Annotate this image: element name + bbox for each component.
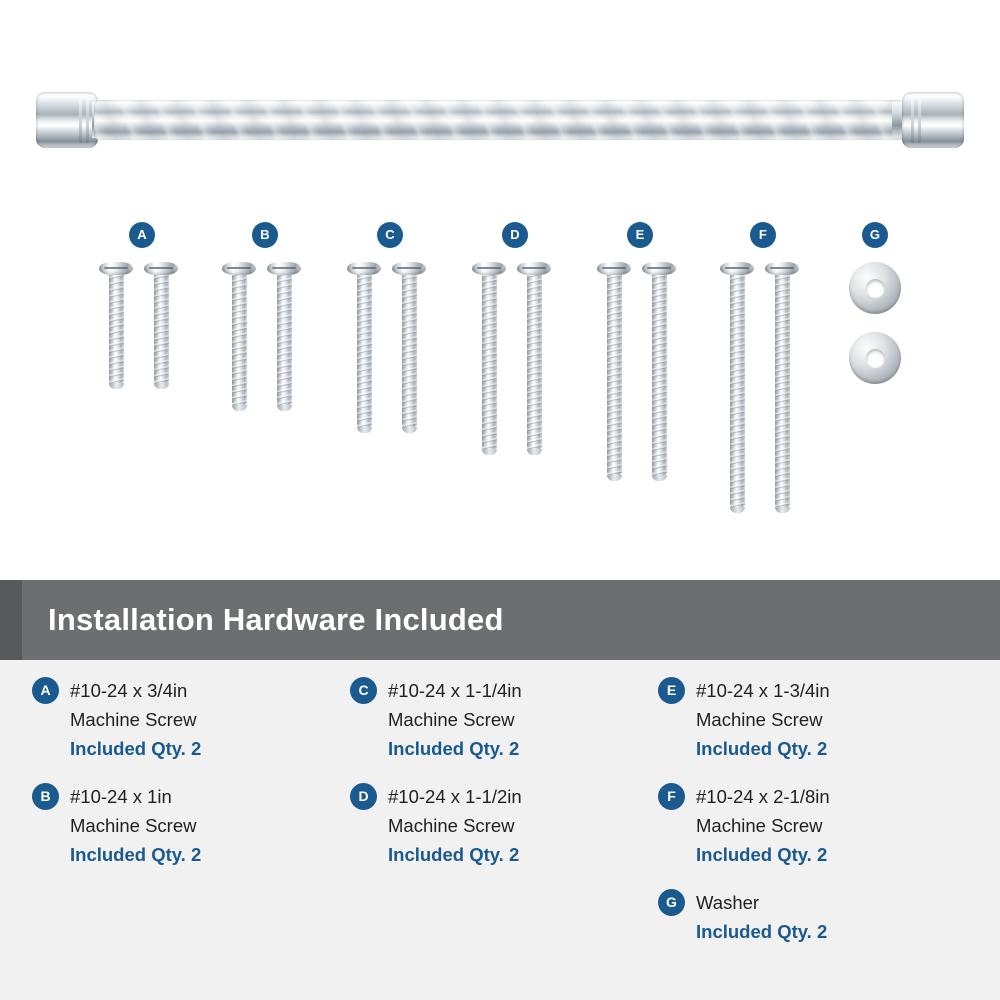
callout-group-b [205, 222, 325, 522]
legend-item-c [350, 676, 650, 763]
legend-item-e-qty: Included Qty. 2 [696, 738, 828, 759]
washer-pair-g [815, 262, 935, 522]
legend-item-f-qty: Included Qty. 2 [696, 844, 828, 865]
legend-item-e [658, 676, 958, 763]
legend-badge-f: F [658, 783, 685, 810]
callout-badge-f: F [750, 222, 776, 248]
legend-header-bar [0, 580, 1000, 660]
callout-badge-g: G [862, 222, 888, 248]
callout-group-f [703, 222, 823, 522]
legend-item-f [658, 782, 958, 869]
screw-a-1 [99, 262, 133, 389]
rod-end-cap-right [902, 92, 964, 148]
legend-item-c-line1: #10-24 x 1-1/4in [388, 680, 522, 701]
screw-b-2 [267, 262, 301, 411]
legend-grid [0, 660, 1000, 1000]
legend-item-d [350, 782, 650, 869]
screw-c-1 [347, 262, 381, 433]
legend-badge-a: A [32, 677, 59, 704]
legend-item-f-line1: #10-24 x 2-1/8in [696, 786, 830, 807]
legend-item-a-line2: Machine Screw [70, 709, 197, 730]
legend-item-a [32, 676, 332, 763]
legend-item-d-line1: #10-24 x 1-1/2in [388, 786, 522, 807]
callout-badge-b: B [252, 222, 278, 248]
legend-badge-d: D [350, 783, 377, 810]
callout-badge-d: D [502, 222, 528, 248]
legend-item-e-line1: #10-24 x 1-3/4in [696, 680, 830, 701]
callout-group-d [455, 222, 575, 522]
hardware-callout-row [0, 222, 1000, 522]
callout-badge-c: C [377, 222, 403, 248]
screw-c-2 [392, 262, 426, 433]
legend-item-g [658, 888, 958, 946]
screw-pair-a [82, 262, 202, 522]
rod-tube [94, 100, 906, 140]
legend-badge-b: B [32, 783, 59, 810]
callout-group-g [815, 222, 935, 522]
washer-1 [849, 262, 901, 314]
callout-badge-a: A [129, 222, 155, 248]
legend-badge-c: C [350, 677, 377, 704]
screw-pair-b [205, 262, 325, 522]
legend-item-d-qty: Included Qty. 2 [388, 844, 520, 865]
legend-item-c-qty: Included Qty. 2 [388, 738, 520, 759]
legend-item-g-qty: Included Qty. 2 [696, 921, 828, 942]
legend-item-a-qty: Included Qty. 2 [70, 738, 202, 759]
screw-pair-f [703, 262, 823, 522]
screw-a-2 [144, 262, 178, 389]
screw-e-2 [642, 262, 676, 481]
towel-bar-rod [36, 88, 964, 150]
legend-item-f-line2: Machine Screw [696, 815, 823, 836]
legend-item-d-line2: Machine Screw [388, 815, 515, 836]
installation-hardware-panel [0, 580, 1000, 1000]
legend-badge-g: G [658, 889, 685, 916]
screw-pair-d [455, 262, 575, 522]
screw-d-1 [472, 262, 506, 455]
legend-item-a-line1: #10-24 x 3/4in [70, 680, 188, 701]
screw-f-1 [720, 262, 754, 513]
callout-group-e [580, 222, 700, 522]
callout-group-c [330, 222, 450, 522]
screw-e-1 [597, 262, 631, 481]
legend-item-b-line2: Machine Screw [70, 815, 197, 836]
legend-item-e-line2: Machine Screw [696, 709, 823, 730]
rod-end-cap-left [36, 92, 98, 148]
screw-b-1 [222, 262, 256, 411]
callout-group-a [82, 222, 202, 522]
legend-item-c-line2: Machine Screw [388, 709, 515, 730]
legend-item-b-qty: Included Qty. 2 [70, 844, 202, 865]
callout-badge-e: E [627, 222, 653, 248]
legend-title: Installation Hardware Included [48, 602, 504, 637]
screw-f-2 [765, 262, 799, 513]
legend-badge-e: E [658, 677, 685, 704]
legend-item-b [32, 782, 332, 869]
screw-pair-c [330, 262, 450, 522]
washer-2 [849, 332, 901, 384]
screw-d-2 [517, 262, 551, 455]
legend-item-b-line1: #10-24 x 1in [70, 786, 172, 807]
legend-item-g-line1: Washer [696, 892, 760, 913]
screw-pair-e [580, 262, 700, 522]
legend-header-accent [0, 580, 22, 660]
